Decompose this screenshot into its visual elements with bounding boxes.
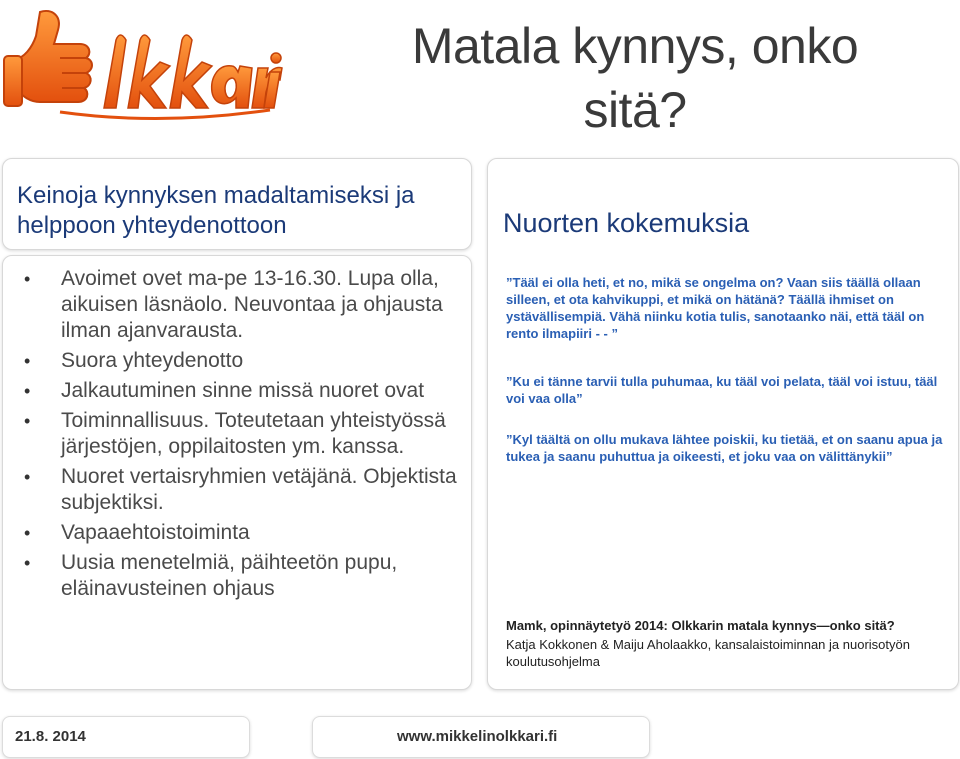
quote-2: ”Ku ei tänne tarvii tulla puhumaa, ku tääl voi pelata, tääl voi istuu, tääl voi vaa olla” <box>506 374 938 406</box>
methods-heading: Keinoja kynnyksen madaltamiseksi ja helppoon yhteydenottoon <box>17 182 415 239</box>
footer-url-box <box>312 716 650 758</box>
methods-heading-panel <box>2 158 472 250</box>
methods-list-panel <box>2 255 472 690</box>
experiences-heading: Nuorten kokemuksia <box>503 208 750 238</box>
source-title: Mamk, opinnäytetyö 2014: Olkkarin matala kynnys—onko sitä? <box>506 618 895 633</box>
list-item: • Nuoret vertaisryhmien vetäjänä. Objektista subjektiksi. <box>3 464 463 516</box>
list-item: • Jalkautuminen sinne missä nuoret ovat <box>3 378 463 404</box>
list-item: • Toiminnallisuus. Toteutetaan yhteistyössä järjestöjen, oppilaitosten ym. kanssa. <box>3 408 463 460</box>
list-item: • Suora yhteydenotto <box>3 348 463 374</box>
footer-url-link[interactable]: www.mikkelinolkkari.fi <box>397 728 558 745</box>
quote-1: ”Tääl ei olla heti, et no, mikä se ongelma on? Vaan siis täällä ollaan silleen, et ota kahvikuppi, et mikä on hätänä? Täällä ihmiset on ystävällisempiä. Vähä niinku kotia tulis, sanotaanko näi, että tääl on rento ilmapiiri - - ” <box>506 275 925 341</box>
footer-date-box <box>2 716 250 758</box>
thumbs-up-logo-icon <box>0 0 290 130</box>
list-item: • Uusia menetelmiä, päihteetön pupu, eläinavusteinen ohjaus <box>3 550 463 602</box>
list-item: • Vapaaehtoistoiminta <box>3 520 463 546</box>
footer-date: 21.8. 2014 <box>15 728 86 745</box>
experiences-panel <box>487 158 959 690</box>
list-item: • Avoimet ovet ma-pe 13-16.30. Lupa olla, aikuisen läsnäolo. Neuvontaa ja ohjausta ilman ajanvarausta. <box>3 266 463 344</box>
page-title: Matala kynnys, onko sitä? <box>411 18 859 138</box>
olkkari-logo <box>0 0 290 130</box>
source-authors: Katja Kokkonen & Maiju Aholaakko, kansalaistoiminnan ja nuorisotyön koulutusohjelma <box>506 637 910 669</box>
methods-list <box>3 266 463 606</box>
quote-3: ”Kyl täältä on ollu mukava lähtee poiskii, ku tietää, et on saanu apua ja tukea ja saanu puhuttua ja oikeesti, et joku vaa on välittänykii” <box>506 432 943 464</box>
